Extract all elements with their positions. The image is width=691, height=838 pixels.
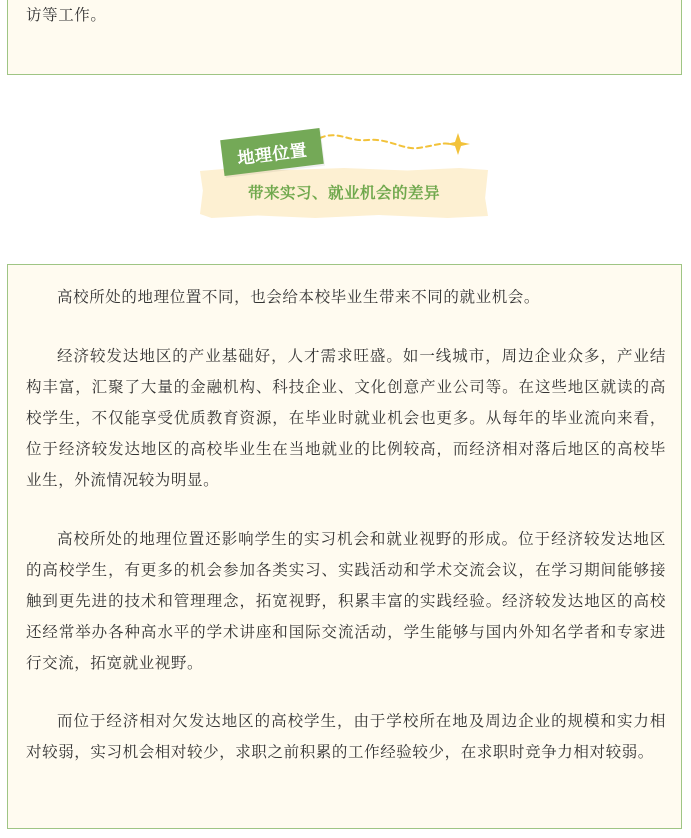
top-content-box bbox=[7, 0, 682, 75]
article-paragraph-1: 高校所处的地理位置不同，也会给本校毕业生带来不同的就业机会。 bbox=[57, 288, 541, 306]
banner-subtitle: 带来实习、就业机会的差异 bbox=[247, 184, 440, 202]
article-box bbox=[7, 264, 682, 829]
sparkle-icon bbox=[446, 133, 470, 155]
article-paragraph-3: 高校所处的地理位置还影响学生的实习机会和就业视野的形成。位于经济较发达地区的高校学生，有更多的机会参加各类实习、实践活动和学术交流会议，在学习期间能够接触到更先进的技术和管理理念，拓宽视野，积累丰富的实践经验。经济较发达地区的高校还经常举办各种高水平的学术讲座和国际交流活动，学生能够与国内外知名学者和专家进行交流，拓宽就业视野。 bbox=[26, 530, 666, 672]
section-tag bbox=[220, 128, 324, 176]
section-tag-label: 地理位置 bbox=[236, 140, 309, 169]
dashed-curve-decoration bbox=[318, 128, 478, 168]
top-paragraph: 访等工作。 bbox=[26, 6, 107, 24]
article-paragraph-4: 而位于经济相对欠发达地区的高校学生，由于学校所在地及周边企业的规模和实力相对较弱，实习机会相对较少，求职之前积累的工作经验较少，在求职时竞争力相对较弱。 bbox=[26, 712, 666, 761]
article-paragraph-2: 经济较发达地区的产业基础好，人才需求旺盛。如一线城市，周边企业众多，产业结构丰富，汇聚了大量的金融机构、科技企业、文化创意产业公司等。在这些地区就读的高校学生，不仅能享受优质教育资源，在毕业时就业机会也更多。从每年的毕业流向来看，位于经济较发达地区的高校毕业生在当地就业的比例较高，而经济相对落后地区的高校毕业生，外流情况较为明显。 bbox=[26, 347, 666, 489]
